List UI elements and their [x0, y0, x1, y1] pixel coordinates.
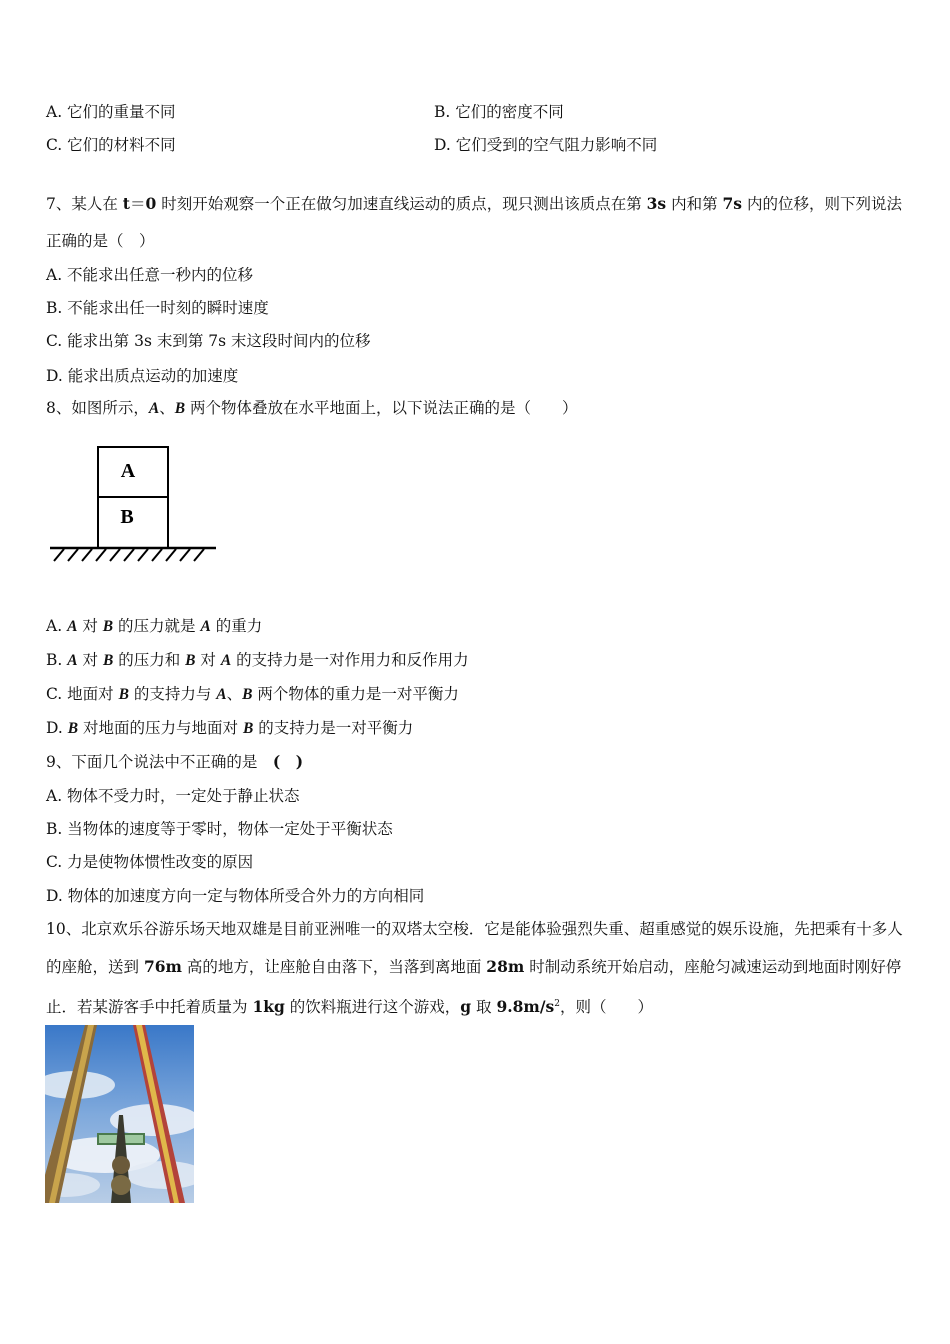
q8-option-d: D. B 对地面的压力与地面对 B 的支持力是一对平衡力	[46, 719, 414, 737]
q6-option-a: A. 它们的重量不同	[46, 103, 176, 121]
q7-option-c: C. 能求出第 3s 末到第 7s 末这段时间内的位移	[46, 332, 371, 350]
q9-option-a: A. 物体不受力时，一定处于静止状态	[46, 787, 300, 805]
q9-option-c: C. 力是使物体惯性改变的原因	[46, 853, 254, 871]
q8-stem: 8、如图所示，A、B 两个物体叠放在水平地面上，以下说法正确的是（ ）	[46, 399, 578, 417]
q7-option-a: A. 不能求出任意一秒内的位移	[46, 266, 254, 284]
block-b-label: B	[120, 506, 134, 528]
q10-stem: 10、北京欢乐谷游乐场天地双雄是目前亚洲唯一的双塔太空梭．它是能体验强烈失重、超重感觉的娱乐设施，先把乘有十多人的座舱，送到 76m 高的地方，让座舱自由落下，当落到离地面 28m 时制动系统开始启动，座舱匀减速运动到地面时刚好停止．若某游客手中托着质量为 1kg 的饮料瓶进行这个游戏，g 取 $9.8m/s^2$，则（ ）	[46, 920, 903, 1017]
block-a-label: A	[120, 460, 136, 482]
q7-stem: 7、某人在 t＝0 时刻开始观察一个正在做匀加速直线运动的质点，现只测出该质点在第 3s 内和第 7s 内的位移，则下列说法正确的是（ ）	[46, 194, 902, 250]
q7-option-d: D. 能求出质点运动的加速度	[46, 367, 239, 385]
q8-option-a: A. A 对 B 的压力就是 A 的重力	[46, 617, 263, 635]
q9-stem: 9、下面几个说法中不正确的是 ( )	[46, 752, 304, 771]
stacked-blocks-diagram	[46, 440, 221, 570]
q6-option-b: B. 它们的密度不同	[434, 103, 564, 121]
q6-option-d: D. 它们受到的空气阻力影响不同	[434, 136, 658, 154]
q9-option-d: D. 物体的加速度方向一定与物体所受合外力的方向相同	[46, 887, 425, 905]
q6-option-c: C. 它们的材料不同	[46, 136, 176, 154]
q8-option-b: B. A 对 B 的压力和 B 对 A 的支持力是一对作用力和反作用力	[46, 651, 469, 669]
drop-tower-photo	[45, 1025, 194, 1203]
q9-option-b: B. 当物体的速度等于零时，物体一定处于平衡状态	[46, 820, 393, 838]
q8-option-c: C. 地面对 B 的支持力与 A、B 两个物体的重力是一对平衡力	[46, 685, 459, 703]
q7-option-b: B. 不能求出任一时刻的瞬时速度	[46, 299, 269, 317]
